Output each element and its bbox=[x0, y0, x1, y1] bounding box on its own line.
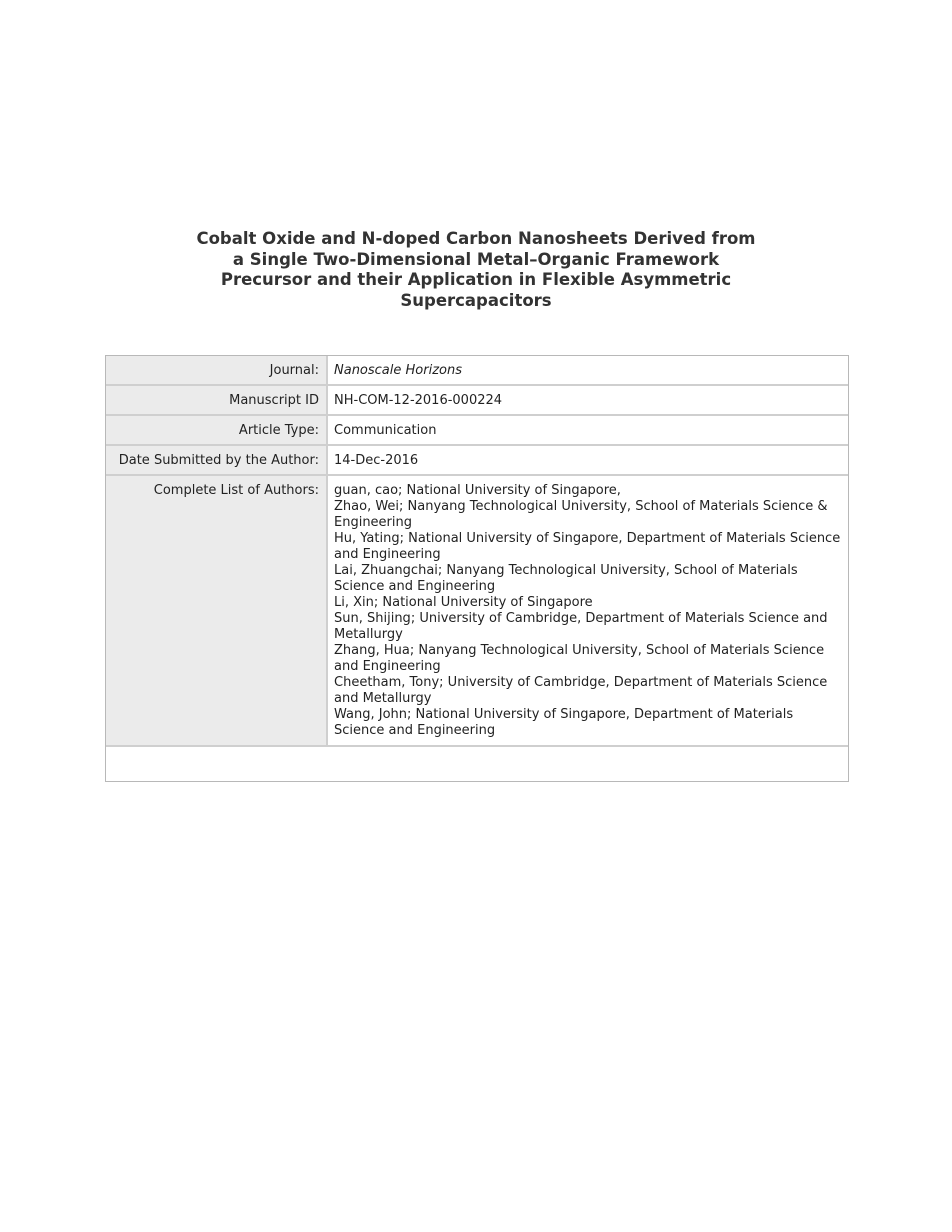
date-submitted-label-cell bbox=[106, 446, 328, 476]
author-entry: Zhang, Hua; Nanyang Technological University, School of Materials Science and Engineering bbox=[334, 643, 825, 674]
authors-label-cell bbox=[106, 476, 328, 747]
empty-footer-cell bbox=[106, 747, 848, 781]
date-submitted-value-cell bbox=[328, 446, 848, 476]
manuscript-id-value-cell bbox=[328, 386, 848, 416]
article-type-label-cell bbox=[106, 416, 328, 446]
author-entry: Sun, Shijing; University of Cambridge, Department of Materials Science and Metallurgy bbox=[334, 611, 828, 642]
manuscript-id-label: Manuscript ID bbox=[229, 393, 319, 408]
title-line: a Single Two-Dimensional Metal–Organic Framework bbox=[232, 249, 720, 269]
author-entry: Zhao, Wei; Nanyang Technological University, School of Materials Science & Engineering bbox=[334, 499, 828, 530]
authors-list bbox=[328, 476, 848, 745]
date-submitted-value: 14-Dec-2016 bbox=[334, 453, 419, 468]
journal-label: Journal: bbox=[269, 363, 319, 378]
authors-row bbox=[106, 476, 848, 747]
journal-row bbox=[106, 356, 848, 386]
author-entry: Li, Xin; National University of Singapore bbox=[334, 595, 593, 610]
manuscript-id-value: NH-COM-12-2016-000224 bbox=[334, 393, 503, 408]
journal-value: Nanoscale Horizons bbox=[334, 363, 462, 378]
date-submitted-label: Date Submitted by the Author: bbox=[118, 453, 319, 468]
author-entry: Cheetham, Tony; University of Cambridge, Department of Materials Science and Metallurgy bbox=[334, 675, 828, 706]
manuscript-info-table bbox=[105, 355, 849, 782]
article-type-value-cell bbox=[328, 416, 848, 446]
article-type-value: Communication bbox=[334, 423, 437, 438]
manuscript-id-row bbox=[106, 386, 848, 416]
manuscript-id-label-cell bbox=[106, 386, 328, 416]
title-line: Supercapacitors bbox=[400, 291, 552, 311]
title-line: Precursor and their Application in Flexible Asymmetric bbox=[220, 270, 732, 290]
title-line: Cobalt Oxide and N-doped Carbon Nanosheets Derived from bbox=[196, 229, 756, 248]
author-entry: Lai, Zhuangchai; Nanyang Technological University, School of Materials Science and Engineering bbox=[334, 563, 798, 594]
journal-value-cell bbox=[328, 356, 848, 386]
article-type-label: Article Type: bbox=[238, 423, 319, 438]
authors-label: Complete List of Authors: bbox=[153, 483, 319, 498]
empty-footer-row bbox=[106, 747, 848, 781]
date-submitted-row bbox=[106, 446, 848, 476]
authors-value-cell bbox=[328, 476, 848, 747]
manuscript-title bbox=[160, 229, 792, 312]
journal-label-cell bbox=[106, 356, 328, 386]
author-entry: Hu, Yating; National University of Singapore, Department of Materials Science and Engineering bbox=[334, 531, 841, 562]
article-type-row bbox=[106, 416, 848, 446]
author-entry: guan, cao; National University of Singapore, bbox=[334, 483, 621, 498]
author-entry: Wang, John; National University of Singapore, Department of Materials Science and Engineering bbox=[334, 707, 794, 738]
